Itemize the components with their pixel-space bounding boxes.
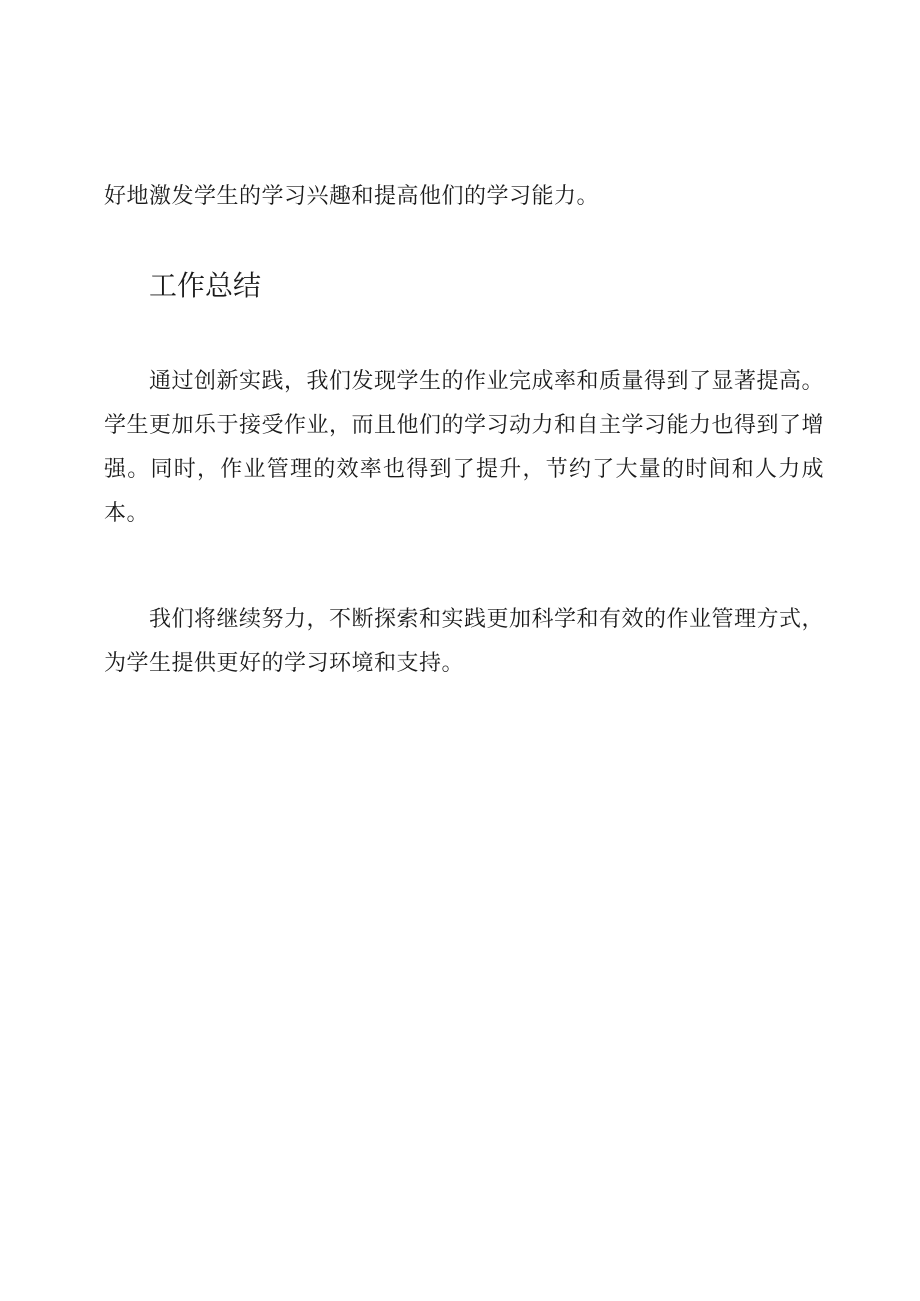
section-heading: 工作总结 [149, 269, 262, 302]
future-paragraph: 我们将继续努力，不断探索和实践更加科学和有效的作业管理方式，为学生提供更好的学习环境和支持。 [104, 607, 825, 676]
continued-paragraph: 好地激发学生的学习兴趣和提高他们的学习能力。 [104, 184, 600, 209]
summary-paragraph: 通过创新实践，我们发现学生的作业完成率和质量得到了显著提高。学生更加乐于接受作业，而且他们的学习动力和自主学习能力也得到了增强。同时，作业管理的效率也得到了提升，节约了大量的时间和人力成本。 [104, 369, 825, 526]
